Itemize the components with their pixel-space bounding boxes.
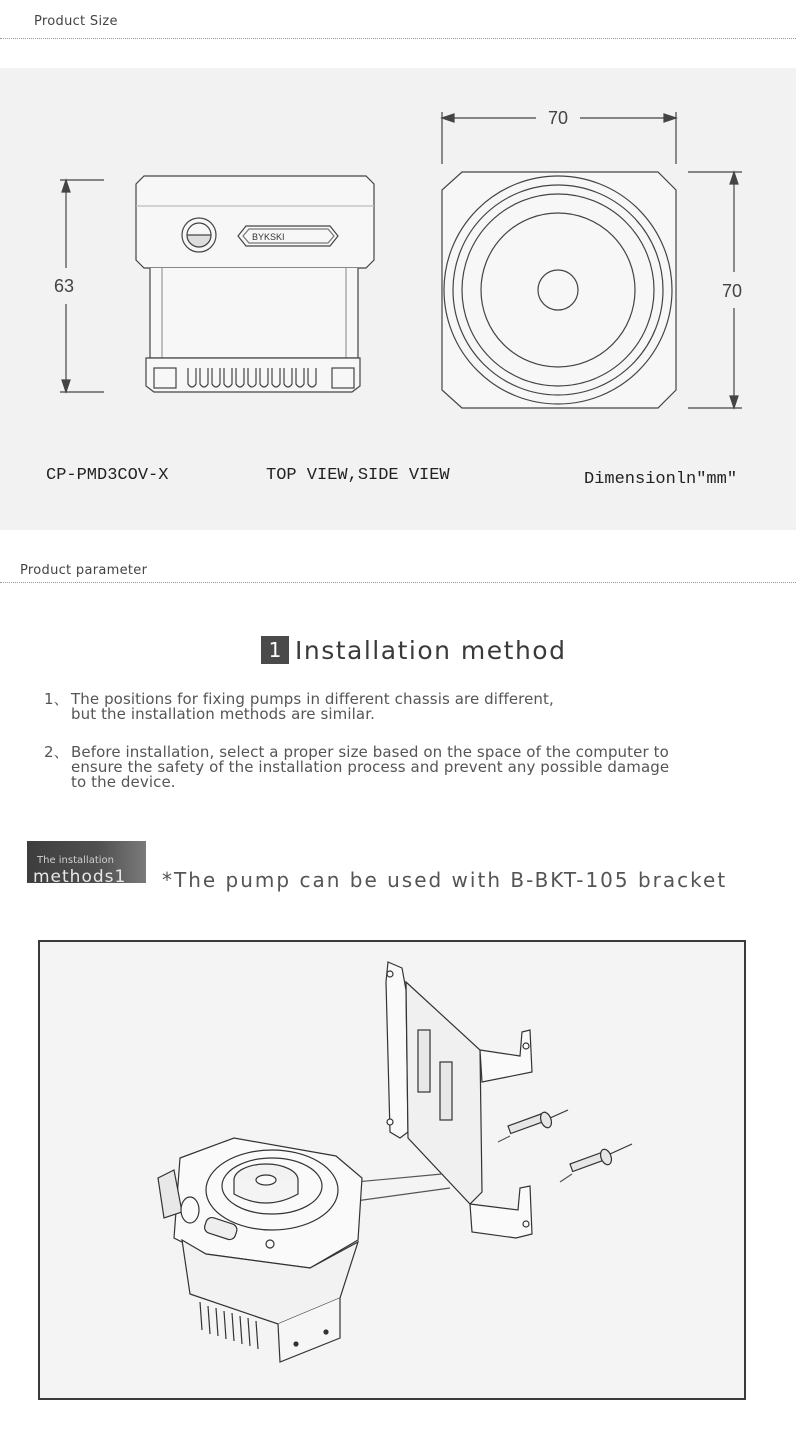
product-size-title: Product Size [34, 14, 118, 29]
installation-method-title [261, 634, 566, 666]
step-number: 2、 [44, 743, 69, 761]
views-caption: TOP VIEW,SIDE VIEW [266, 466, 450, 485]
badge-line-1: The installation [37, 855, 114, 866]
step-number: 1、 [44, 690, 69, 708]
installation-number-badge: 1 [261, 636, 289, 664]
model-caption: CP-PMD3COV-X [46, 466, 169, 485]
installation-illustration-frame [38, 940, 746, 1400]
step-line: ensure the safety of the installation process and prevent any possible damage [71, 758, 670, 776]
installation-methods-badge [27, 841, 146, 887]
bracket-note: *The pump can be used with B-BKT-105 bracket [162, 868, 728, 892]
height-dimension-70: 70 [721, 281, 743, 301]
step-line: but the installation methods are similar. [71, 705, 375, 723]
installation-method-heading: Installation method [295, 635, 567, 665]
installation-step-1 [44, 692, 764, 722]
dimension-drawing [0, 68, 796, 530]
width-dimension-70: 70 [547, 108, 569, 128]
product-parameter-header [0, 544, 796, 583]
step-line: Before installation, select a proper size based on the space of the computer to [71, 743, 669, 761]
step-line: The positions for fixing pumps in different chassis are different, [71, 690, 554, 708]
top-view-drawing [442, 112, 742, 408]
side-view-drawing [60, 176, 374, 392]
product-parameter-title: Product parameter [20, 563, 148, 578]
dimension-drawing-panel [0, 68, 796, 530]
installation-illustration [40, 942, 744, 1398]
step-line: to the device. [71, 773, 176, 791]
product-size-header [0, 0, 796, 39]
screws [508, 1111, 613, 1172]
pump-illustration [158, 1138, 362, 1398]
installation-step-2 [44, 745, 764, 790]
pump-logo-text: BYKSKI [252, 232, 285, 242]
bracket [386, 962, 408, 1138]
units-caption: Dimensionln"mm" [584, 470, 738, 489]
badge-line-2: methods1 [33, 867, 127, 887]
height-dimension-63: 63 [53, 276, 75, 296]
